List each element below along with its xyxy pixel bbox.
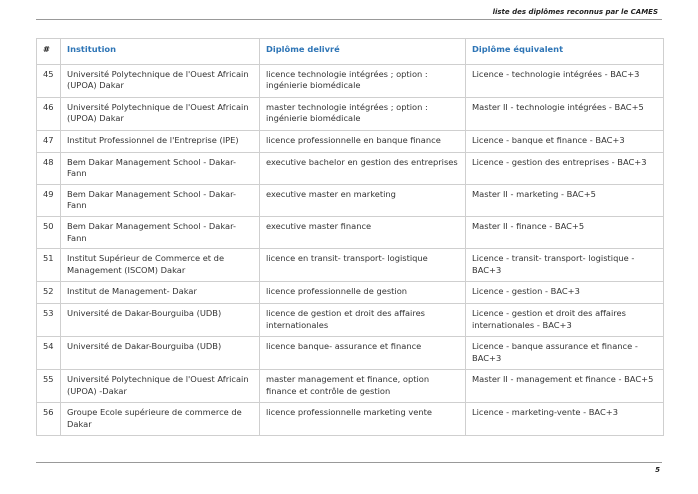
table-row — [37, 282, 664, 304]
column-header-diploma-delivered: Diplôme delivré — [260, 39, 466, 65]
cell-institution: Bem Dakar Management School - Dakar-Fann — [61, 216, 260, 248]
column-header-number: # — [37, 39, 61, 65]
column-header-institution: Institution — [61, 39, 260, 65]
table-row — [37, 337, 664, 370]
cell-institution: Université Polytechnique de l'Ouest Africain (UPOA) Dakar — [61, 64, 260, 97]
cell-institution: Université de Dakar-Bourguiba (UDB) — [61, 337, 260, 370]
cell-diploma-delivered: master management et finance, option finance et contrôle de gestion — [260, 370, 466, 403]
column-header-diploma-equivalent: Diplôme équivalent — [466, 39, 664, 65]
header-divider — [36, 19, 662, 20]
cell-number: 55 — [37, 370, 61, 403]
cell-institution: Bem Dakar Management School - Dakar-Fann — [61, 152, 260, 184]
cell-diploma-equivalent: Licence - gestion des entreprises - BAC+3 — [466, 152, 664, 184]
table-row — [37, 370, 664, 403]
cell-diploma-delivered: licence banque- assurance et finance — [260, 337, 466, 370]
cell-institution: Institut Professionnel de l'Entreprise (IPE) — [61, 130, 260, 152]
cell-institution: Groupe Ecole supérieure de commerce de Dakar — [61, 403, 260, 436]
footer-divider — [36, 462, 662, 463]
table-row — [37, 403, 664, 436]
cell-number: 54 — [37, 337, 61, 370]
cell-diploma-delivered: licence en transit- transport- logistique — [260, 249, 466, 282]
cell-diploma-equivalent: Licence - transit- transport- logistique - BAC+3 — [466, 249, 664, 282]
cell-diploma-equivalent: Licence - gestion et droit des affaires internationales - BAC+3 — [466, 304, 664, 337]
cell-diploma-delivered: executive master finance — [260, 216, 466, 248]
cell-institution: Université Polytechnique de l'Ouest Africain (UPOA) -Dakar — [61, 370, 260, 403]
cell-diploma-delivered: licence professionnelle en banque finance — [260, 130, 466, 152]
cell-diploma-equivalent: Licence - gestion - BAC+3 — [466, 282, 664, 304]
table-row — [37, 216, 664, 248]
table-row — [37, 184, 664, 216]
cell-diploma-delivered: licence de gestion et droit des affaires internationales — [260, 304, 466, 337]
header-row — [37, 39, 664, 65]
table-row — [37, 152, 664, 184]
cell-number: 52 — [37, 282, 61, 304]
cell-diploma-equivalent: Master II - finance - BAC+5 — [466, 216, 664, 248]
cell-number: 46 — [37, 97, 61, 130]
cell-diploma-equivalent: Master II - technologie intégrées - BAC+5 — [466, 97, 664, 130]
cell-institution: Université de Dakar-Bourguiba (UDB) — [61, 304, 260, 337]
cell-diploma-equivalent: Licence - marketing-vente - BAC+3 — [466, 403, 664, 436]
cell-number: 48 — [37, 152, 61, 184]
cell-number: 49 — [37, 184, 61, 216]
cell-diploma-equivalent: Licence - banque assurance et finance - BAC+3 — [466, 337, 664, 370]
cell-institution: Bem Dakar Management School - Dakar-Fann — [61, 184, 260, 216]
table-row — [37, 97, 664, 130]
cell-diploma-equivalent: Licence - banque et finance - BAC+3 — [466, 130, 664, 152]
cell-number: 51 — [37, 249, 61, 282]
table-row — [37, 64, 664, 97]
cell-number: 53 — [37, 304, 61, 337]
table-row — [37, 130, 664, 152]
cell-diploma-delivered: licence professionnelle de gestion — [260, 282, 466, 304]
diplomas-table — [36, 38, 664, 436]
cell-number: 50 — [37, 216, 61, 248]
cell-diploma-equivalent: Master II - management et finance - BAC+5 — [466, 370, 664, 403]
cell-number: 45 — [37, 64, 61, 97]
cell-diploma-equivalent: Licence - technologie intégrées - BAC+3 — [466, 64, 664, 97]
cell-diploma-delivered: master technologie intégrées ; option : ingénierie biomédicale — [260, 97, 466, 130]
cell-diploma-delivered: licence technologie intégrées ; option : ingénierie biomédicale — [260, 64, 466, 97]
cell-diploma-equivalent: Master II - marketing - BAC+5 — [466, 184, 664, 216]
cell-number: 47 — [37, 130, 61, 152]
table-body — [37, 64, 664, 436]
table-header — [37, 39, 664, 65]
table-row — [37, 304, 664, 337]
cell-diploma-delivered: licence professionnelle marketing vente — [260, 403, 466, 436]
cell-number: 56 — [37, 403, 61, 436]
table-row — [37, 249, 664, 282]
cell-diploma-delivered: executive master en marketing — [260, 184, 466, 216]
cell-institution: Université Polytechnique de l'Ouest Africain (UPOA) Dakar — [61, 97, 260, 130]
page-header-title: liste des diplômes reconnus par le CAMES — [492, 8, 658, 16]
cell-institution: Institut Supérieur de Commerce et de Management (ISCOM) Dakar — [61, 249, 260, 282]
page-number: 5 — [655, 466, 660, 474]
cell-institution: Institut de Management- Dakar — [61, 282, 260, 304]
cell-diploma-delivered: executive bachelor en gestion des entreprises — [260, 152, 466, 184]
